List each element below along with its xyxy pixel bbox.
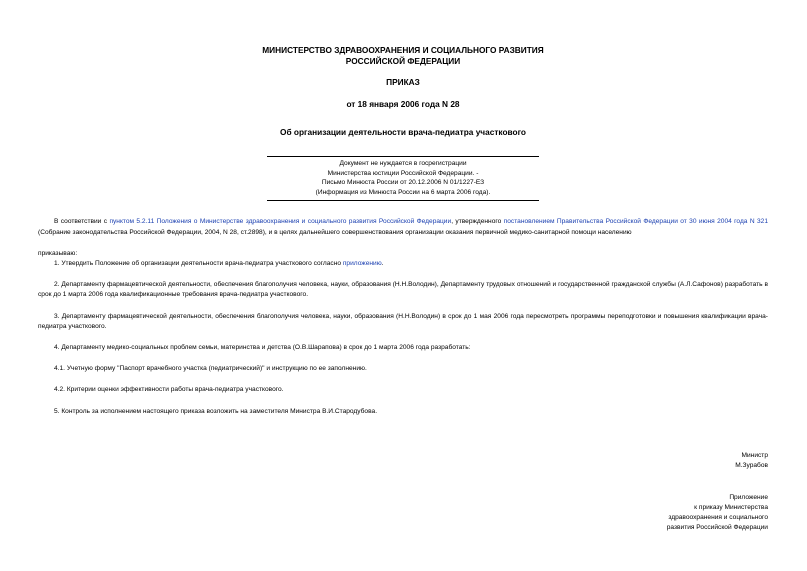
ministry-line-1: МИНИСТЕРСТВО ЗДРАВООХРАНЕНИЯ И СОЦИАЛЬНОГО РАЗВИТИЯ bbox=[262, 45, 544, 55]
item-4: 4. Департаменту медико-социальных проблем семьи, материнства и детства (О.В.Шарапова) в срок до 1 марта 2006 года разработать: bbox=[54, 344, 471, 351]
item-5: 5. Контроль за исполнением настоящего приказа возложить на заместителя Министра В.И.Стародубова. bbox=[54, 407, 378, 415]
item-3: 3. Департаменту фармацевтической деятельности, обеспечения благополучия человека, науки, образования (Н.Н.Володин) в срок до 1 мая 2006 года пересмотреть программы переподготовки и повышения квалификации врача-педиатра участкового. bbox=[38, 312, 768, 330]
document-title: Об организации деятельности врача-педиатра участкового bbox=[280, 127, 526, 137]
document-type: ПРИКАЗ bbox=[386, 77, 420, 87]
registration-line-2: Министерства юстиции Российской Федерации. - bbox=[327, 169, 479, 177]
order-word: приказываю: bbox=[38, 249, 78, 257]
signer-position: Министр bbox=[741, 451, 768, 459]
appendix-link[interactable]: приложению bbox=[342, 259, 382, 267]
ministry-name bbox=[38, 0, 768, 67]
registration-line-1: Документ не нуждается в госрегистрации bbox=[339, 160, 467, 167]
ministry-line-2: РОССИЙСКОЙ ФЕДЕРАЦИИ bbox=[345, 56, 461, 66]
appendix-line-3: здравоохранения и социального bbox=[668, 513, 768, 521]
registration-note bbox=[267, 156, 539, 201]
registration-line-3: Письмо Минюста России от 20.12.2006 N 01/1227-ЕЗ bbox=[321, 179, 485, 187]
item-4-2: 4.2. Критерии оценки эффективности работы врача-педиатра участкового. bbox=[54, 386, 284, 394]
appendix-line-1: Приложение bbox=[729, 493, 768, 501]
government-decree-link[interactable]: постановлением Правительства Российской Федерации от 30 июня 2004 года N 321 bbox=[503, 218, 768, 226]
item-4-1: 4.1. Учетную форму "Паспорт врачебного участка (педиатрический)" и инструкцию по ее заполнению. bbox=[54, 365, 367, 373]
document-date: от 18 января 2006 года N 28 bbox=[346, 99, 460, 109]
signature-block bbox=[38, 451, 768, 471]
preamble-paragraph: В соответствии с пунктом 5.2.11 Положения о Министерстве здравоохранения и социального развития Российской Федерации, утвержденного постановлением Правительства Российской Федерации от 30 июня 2004 года N 321 (Собрание законодательства Российской Федерации, 2004, N 28, ст.2898), и в целях дальнейшего совершенствования организации оказания первичной медико-санитарной помощи населению bbox=[38, 218, 768, 236]
appendix-line-2: к приказу Министерства bbox=[694, 503, 768, 511]
registration-line-4: (Информация из Минюста России на 6 марта 2006 года). bbox=[315, 188, 491, 196]
signer-name: М.Зурабов bbox=[735, 461, 768, 469]
item-1: 1. Утвердить Положение об организации деятельности врача-педиатра участкового согласно приложению. bbox=[54, 259, 384, 267]
appendix-heading bbox=[38, 493, 768, 533]
item-2: 2. Департаменту фармацевтической деятельности, обеспечения благополучия человека, науки, образования (Н.Н.Володин), Департаменту трудовых отношений и государственной гражданской службы (А.Л.Сафонов) разработать в срок до 1 марта 2006 года квалификационные требования врача-педиатра участкового. bbox=[38, 281, 768, 299]
appendix-line-4: развития Российской Федерации bbox=[666, 523, 768, 531]
regulation-link[interactable]: пунктом 5.2.11 Положения о Министерстве здравоохранения и социального развития Российской Федерации bbox=[109, 218, 452, 226]
bottom-divider bbox=[267, 200, 539, 201]
